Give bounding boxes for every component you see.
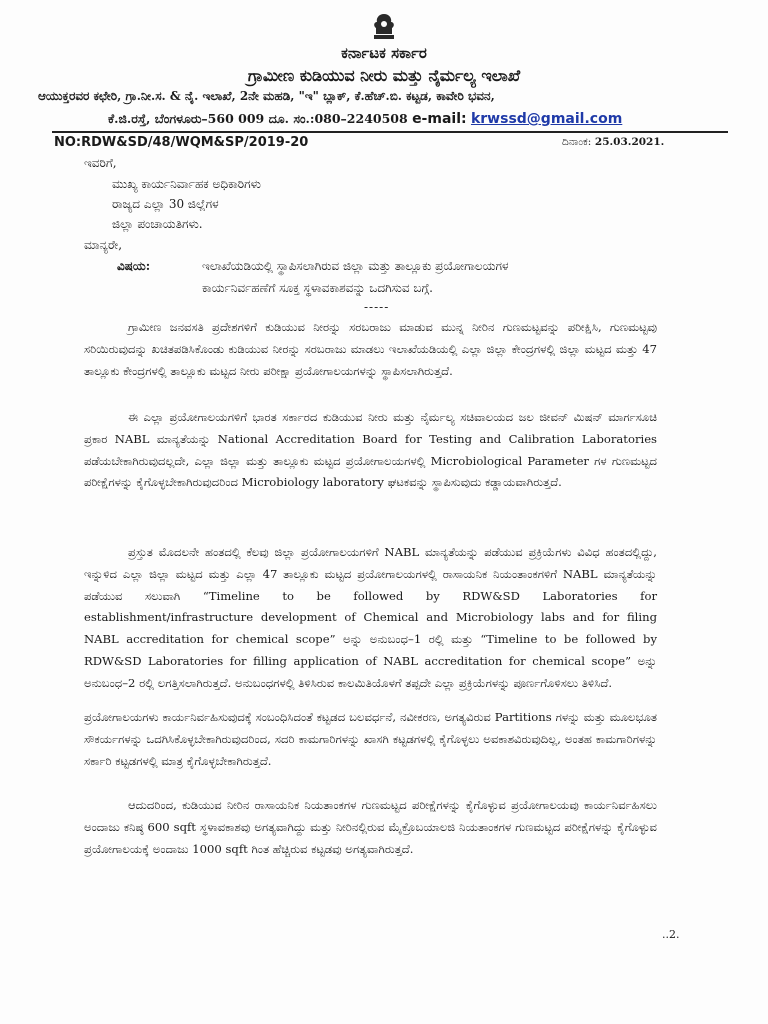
recipient-line-3: ಜಿಲ್ಲಾ ಪಂಚಾಯತಿಗಳು. xyxy=(112,217,203,231)
recipient-line-1: ಮುಖ್ಯ ಕಾರ್ಯನಿರ್ವಾಹಕ ಅಧಿಕಾರಿಗಳು xyxy=(112,177,261,191)
reference-number: NO:RDW&SD/48/WQM&SP/2019-20 xyxy=(54,135,309,150)
recipient-line-2: ರಾಜ್ಯದ ಎಲ್ಲಾ 30 ಜಿಲ್ಲೆಗಳ xyxy=(112,197,219,211)
address-contact: ಕೆ.ಜಿ.ರಸ್ತೆ, ಬೆಂಗಳೂರು–560 009 ದೂ. ಸಂ.:080–2240508 xyxy=(108,111,408,126)
body-paragraph-2: ಈ ಎಲ್ಲಾ ಪ್ರಯೋಗಾಲಯಗಳಿಗೆ ಭಾರತ ಸರ್ಕಾರದ ಕುಡಿಯುವ ನೀರು ಮತ್ತು ನೈರ್ಮಲ್ಯ ಸಚಿವಾಲಯದ ಜಲ ಜೀವನ್ ಮಿಷನ್ ಮಾರ್ಗಸೂಚಿ ಪ್ರಕಾರ NABL ಮಾನ್ಯತೆಯನ್ನು National Accreditation Board for Testing and Calibration Laboratories ಪಡೆಯಬೇಕಾಗಿರುವುದಲ್ಲದೇ, ಎಲ್ಲಾ ಜಿಲ್ಲಾ ಮತ್ತು ತಾಲ್ಲೂಕು ಮಟ್ಟದ ಪ್ರಯೋಗಾಲಯಗಳಲ್ಲಿ Microbiological Parameter ಗಳ ಗುಣಮಟ್ಟದ ಪರೀಕ್ಷೆಗಳನ್ನು ಕೈಗೊಳ್ಳಬೇಕಾಗಿರುವುದರಿಂದ Microbiology laboratory ಘಟಕವನ್ನು ಸ್ಥಾಪಿಸುವುದು ಕಡ್ಡಾಯವಾಗಿರುತ್ತದೆ. xyxy=(84,410,657,490)
page-number: ..2. xyxy=(662,928,680,941)
subject-label: ವಿಷಯ: xyxy=(117,259,151,273)
state-emblem-icon xyxy=(370,12,398,42)
salutation: ಮಾನ್ಯರೇ, xyxy=(84,238,123,252)
recipient-to: ಇವರಿಗೆ, xyxy=(84,156,117,170)
body-paragraph-1: ಗ್ರಾಮೀಣ ಜನವಸತಿ ಪ್ರದೇಶಗಳಿಗೆ ಕುಡಿಯುವ ನೀರನ್ನು ಸರಬರಾಜು ಮಾಡುವ ಮುನ್ನ ನೀರಿನ ಗುಣಮಟ್ಟವನ್ನು ಪರೀಕ್ಷಿಸಿ, ಗುಣಮಟ್ಟವು ಸರಿಯಿರುವುದನ್ನು ಖಚಿತಪಡಿಸಿಕೊಂಡು ಕುಡಿಯುವ ನೀರನ್ನು ಸರಬರಾಜು ಮಾಡಲು ಇಲಾಖೆಯಡಿಯಲ್ಲಿ ಎಲ್ಲಾ ಜಿಲ್ಲಾ ಕೇಂದ್ರಗಳಲ್ಲಿ ಜಿಲ್ಲಾ ಮಟ್ಟದ ಮತ್ತು 47 ತಾಲ್ಲೂಕು ಕೇಂದ್ರಗಳಲ್ಲಿ ತಾಲ್ಲೂಕು ಮಟ್ಟದ ನೀರು ಪರೀಕ್ಷಾ ಪ್ರಯೋಗಾಲಯಗಳನ್ನು ಸ್ಥಾಪಿಸಲಾಗಿರುತ್ತದೆ. xyxy=(84,320,657,378)
email-link[interactable]: krwssd@gmail.com xyxy=(470,111,623,127)
department-title: ಗ್ರಾಮೀಣ ಕುಡಿಯುವ ನೀರು ಮತ್ತು ನೈರ್ಮಲ್ಯ ಇಲಾಖೆ xyxy=(247,66,521,85)
date-value: 25.03.2021. xyxy=(594,136,665,148)
subject-line-1: ಇಲಾಖೆಯಡಿಯಲ್ಲಿ ಸ್ಥಾಪಿಸಲಾಗಿರುವ ಜಿಲ್ಲಾ ಮತ್ತು ತಾಲ್ಲೂಕು ಪ್ರಯೋಗಾಲಯಗಳ xyxy=(202,259,509,273)
body-paragraph-5: ಆದುದರಿಂದ, ಕುಡಿಯುವ ನೀರಿನ ರಾಸಾಯನಿಕ ನಿಯತಾಂಕಗಳ ಗುಣಮಟ್ಟದ ಪರೀಕ್ಷೆಗಳನ್ನು ಕೈಗೊಳ್ಳುವ ಪ್ರಯೋಗಾಲಯವು ಕಾರ್ಯನಿರ್ವಹಿಸಲು ಅಂದಾಜು ಕನಿಷ್ಠ 600 sqft ಸ್ಥಳಾವಕಾಶವು ಅಗತ್ಯವಾಗಿದ್ದು ಮತ್ತು ನೀರಿನಲ್ಲಿರುವ ಮೈಕ್ರೊಬಯಾಲಜಿ ನಿಯತಾಂಕಗಳ ಗುಣಮಟ್ಟದ ಪರೀಕ್ಷೆಗಳನ್ನು ಕೈಗೊಳ್ಳುವ ಪ್ರಯೋಗಾಲಯಕ್ಕೆ ಅಂದಾಜು 1000 sqft ಗಿಂತ ಹೆಚ್ಚಿರುವ ಕಟ್ಟಡವು ಅಗತ್ಯವಾಗಿರುತ್ತದೆ. xyxy=(84,798,657,856)
address-line-2 xyxy=(108,111,748,127)
subject-line-2: ಕಾರ್ಯನಿರ್ವಹಣೆಗೆ ಸೂಕ್ತ ಸ್ಥಳಾವಕಾಶವನ್ನು ಒದಗಿಸುವ ಬಗ್ಗೆ. xyxy=(202,281,433,295)
header-divider xyxy=(52,131,728,133)
email-label: e-mail: xyxy=(412,111,467,127)
subject-separator: ----- xyxy=(364,300,390,314)
body-paragraph-3: ಪ್ರಸ್ತುತ ಮೊದಲನೇ ಹಂತದಲ್ಲಿ ಕೆಲವು ಜಿಲ್ಲಾ ಪ್ರಯೋಗಾಲಯಗಳಿಗೆ NABL ಮಾನ್ಯತೆಯನ್ನು ಪಡೆಯುವ ಪ್ರಕ್ರಿಯೆಗಳು ವಿವಿಧ ಹಂತದಲ್ಲಿದ್ದು, ಇನ್ನುಳಿದ ಎಲ್ಲಾ ಜಿಲ್ಲಾ ಮಟ್ಟದ ಮತ್ತು ಎಲ್ಲಾ 47 ತಾಲ್ಲೂಕು ಮಟ್ಟದ ಪ್ರಯೋಗಾಲಯಗಳಲ್ಲಿ ರಾಸಾಯನಿಕ ನಿಯಂತಾಂಕಗಳಿಗೆ NABL ಮಾನ್ಯತೆಯನ್ನು ಪಡೆಯುವ ಸಲುವಾಗಿ “Timeline to be followed by RDW&SD Laboratories for establishment/infrastructure development of Chemical and Microbiology labs and for filing NABL accreditation for chemical scope” ಅನ್ನು ಅನುಬಂಧ–1 ರಲ್ಲಿ ಮತ್ತು “Timeline to be followed by RDW&SD Laboratories for filling application of NABL accreditation for chemical scope” ಅನ್ನು ಅನುಬಂಧ–2 ರಲ್ಲಿ ಲಗತ್ತಿಸಲಾಗಿರುತ್ತದೆ. ಅನುಬಂಧಗಳಲ್ಲಿ ತಿಳಿಸಿರುವ ಕಾಲಮಿತಿಯೊಳಗೆ ತಪ್ಪದೇ ಎಲ್ಲಾ ಪ್ರಕ್ರಿಯೆಗಳನ್ನು ಪೂರ್ಣಗೊಳಿಸಲು ತಿಳಿಸಿದೆ. xyxy=(84,545,657,690)
letter-date xyxy=(562,136,664,149)
body-paragraph-4: ಪ್ರಯೋಗಾಲಯಗಳು ಕಾರ್ಯನಿರ್ವಹಿಸುವುದಕ್ಕೆ ಸಂಬಂಧಿಸಿದಂತೆ ಕಟ್ಟಡದ ಬಲವರ್ಧನೆ, ನವೀಕರಣ, ಅಗತ್ಯವಿರುವ Partitions ಗಳನ್ನು ಮತ್ತು ಮೂಲಭೂತ ಸೌಕರ್ಯಗಳನ್ನು ಒದಗಿಸಿಕೊಳ್ಳಬೇಕಾಗಿರುವುದರಿಂದ, ಸದರಿ ಕಾಮಗಾರಿಗಳನ್ನು ಖಾಸಗಿ ಕಟ್ಟಡಗಳಲ್ಲಿ ಕೈಗೊಳ್ಳಲು ಅವಕಾಶವಿರುವುದಿಲ್ಲ, ಅಂತಹ ಕಾಮಗಾರಿಗಳನ್ನು ಸರ್ಕಾರಿ ಕಟ್ಟಡಗಳಲ್ಲಿ ಮಾತ್ರ ಕೈಗೊಳ್ಳಬೇಕಾಗಿರುತ್ತದೆ. xyxy=(84,710,657,768)
date-label: ದಿನಾಂಕ: xyxy=(562,136,592,148)
address-line-1: ಆಯುಕ್ತರವರ ಕಛೇರಿ, ಗ್ರಾ.ನೀ.ಸ. & ನೈ. ಇಲಾಖೆ, 2ನೇ ಮಹಡಿ, "ಇ" ಬ್ಲಾಕ್, ಕೆ.ಹೆಚ್.ಬಿ. ಕಟ್ಟಡ, ಕಾವೇರಿ ಭವನ, xyxy=(38,89,495,103)
govt-title: ಕರ್ನಾಟಕ ಸರ್ಕಾರ xyxy=(341,44,427,62)
